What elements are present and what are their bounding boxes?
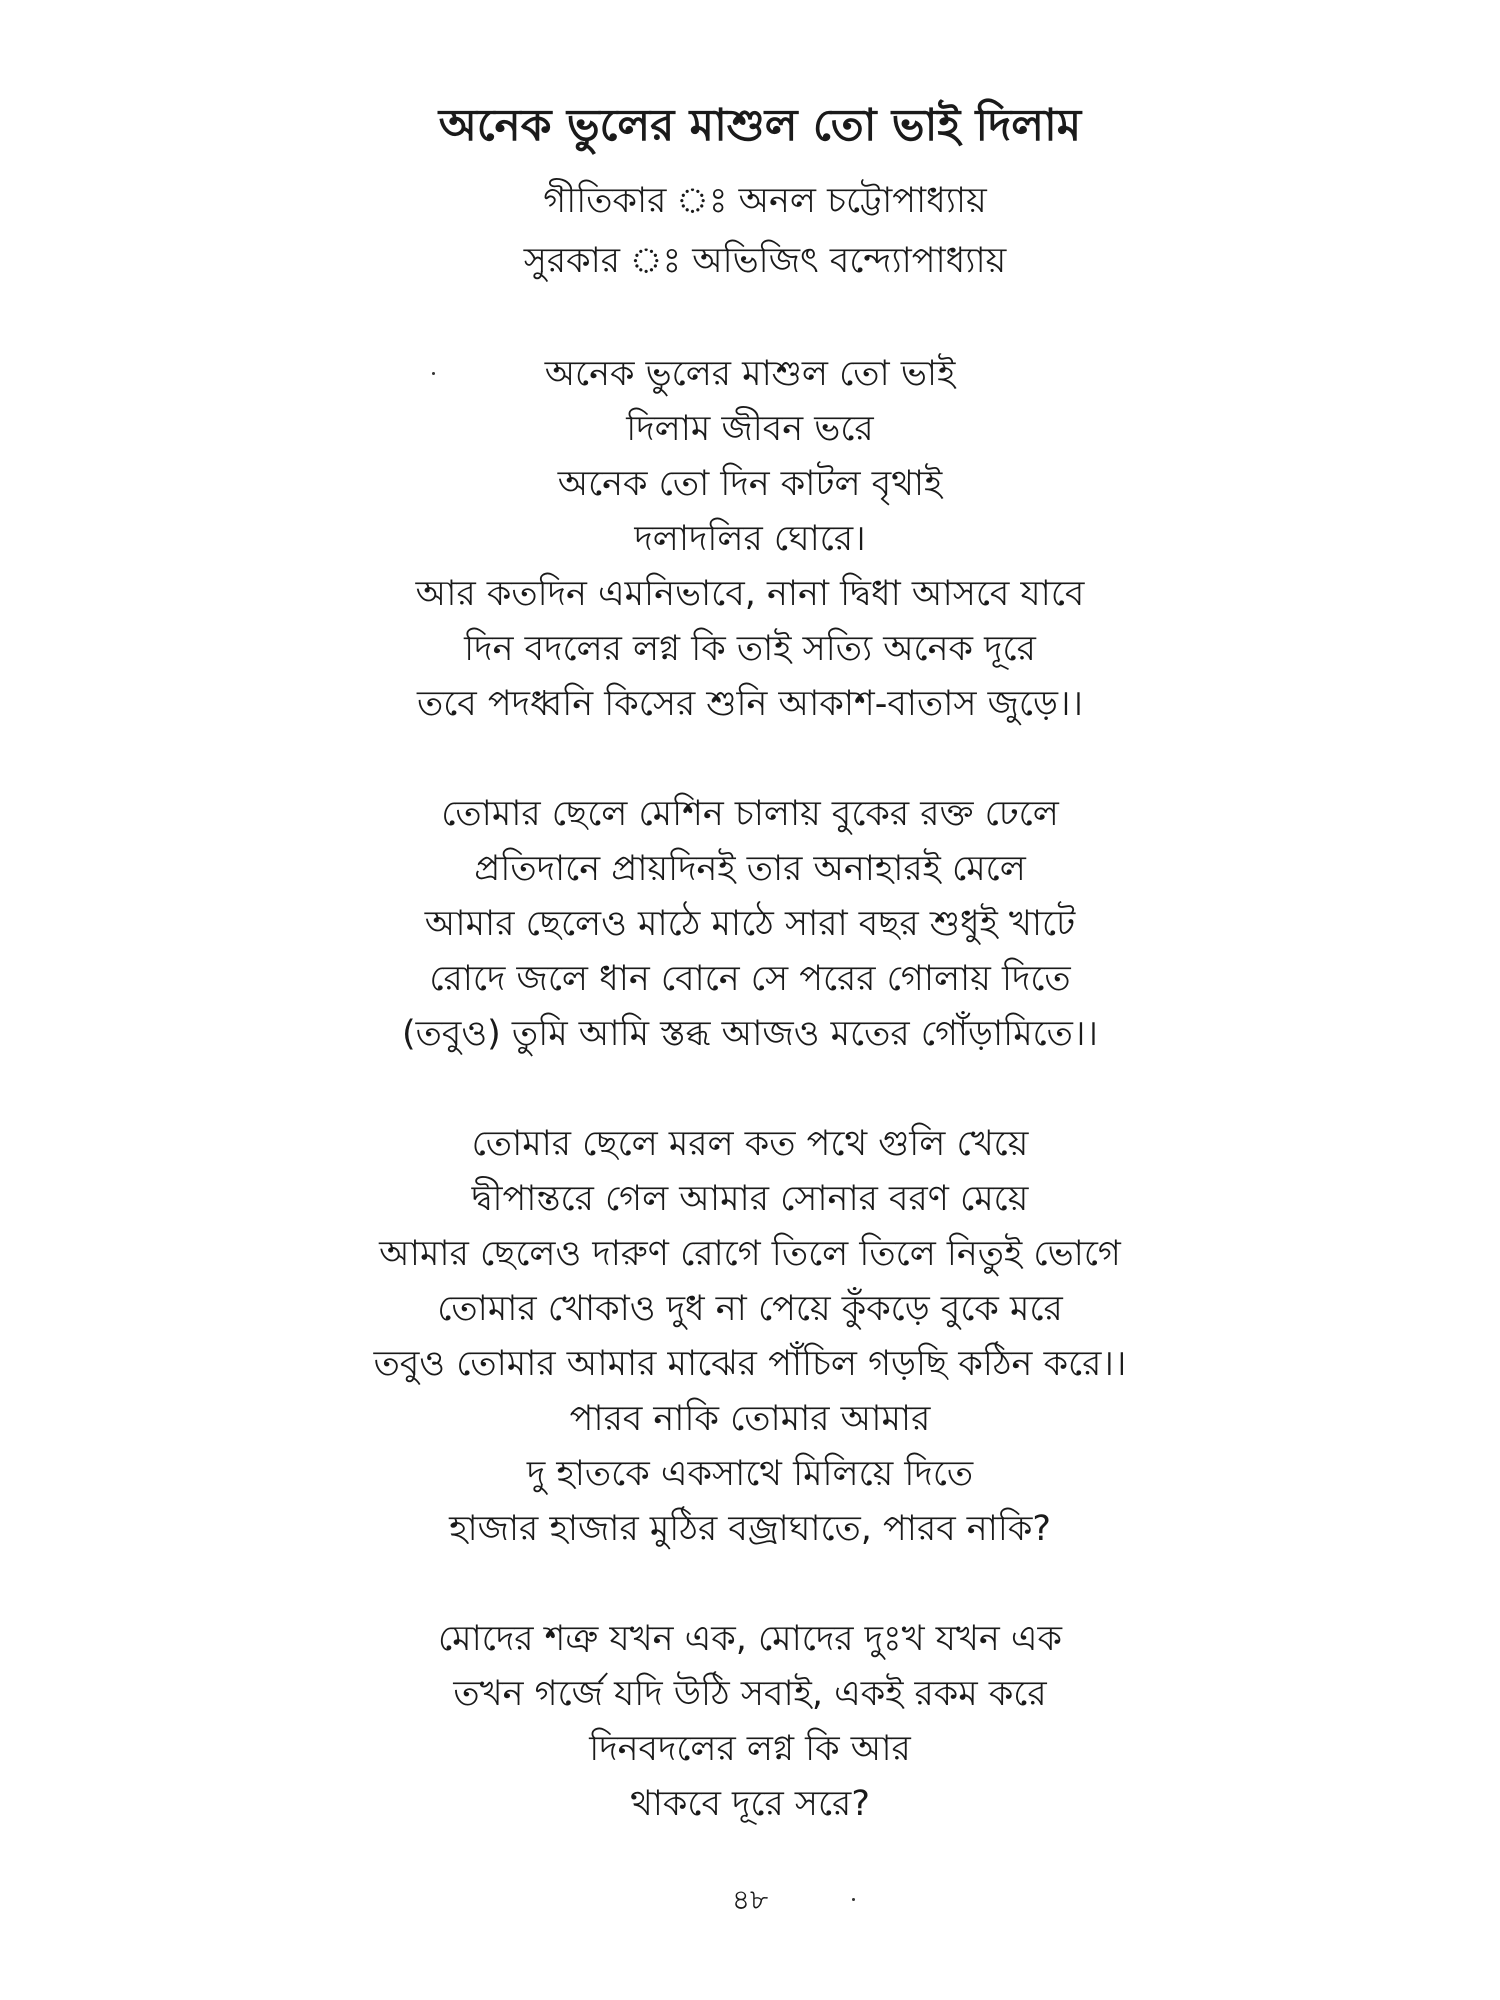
lyric-line: মোদের শত্রু যখন এক, মোদের দুঃখ যখন এক [437,1619,1063,1659]
lyric-line: তোমার ছেলে মরল কত পথে গুলি খেয়ে [471,1124,1029,1164]
lyric-line: দলাদলির ঘোরে। [634,519,866,559]
lyric-line: তবুও তোমার আমার মাঝের পাঁচিল গড়ছি কঠিন করে।। [373,1344,1127,1384]
lyric-line: তোমার খোকাও দুধ না পেয়ে কুঁকড়ে বুকে মরে [437,1289,1063,1329]
lyric-line: দিনবদলের লগ্ন কি আর [589,1729,911,1769]
lyric-line: তখন গর্জে যদি উঠি সবাই, একই রকম করে [453,1674,1047,1714]
lyric-line: (তবুও) তুমি আমি স্তব্ধ আজও মতের গোঁড়ামিতে।। [402,1014,1098,1054]
lyric-line: অনেক তো দিন কাটল বৃথাই [557,464,943,504]
lyricist-credit: গীতিকার ঃ অনল চট্টোপাধ্যায় [543,181,987,221]
song-title: অনেক ভুলের মাশুল তো ভাই দিলাম [438,100,1082,151]
lyric-line: থাকবে দূরে সরে? [630,1784,870,1824]
lyric-line: দু হাতকে একসাথে মিলিয়ে দিতে [526,1454,974,1494]
lyric-line: আর কতদিন এমনিভাবে, নানা দ্বিধা আসবে যাবে [415,574,1085,614]
lyric-line: প্রতিদানে প্রায়দিনই তার অনাহারই মেলে [474,849,1026,889]
lyric-line: হাজার হাজার মুঠির বজ্রাঘাতে, পারব নাকি? [449,1509,1051,1549]
lyric-line: দিলাম জীবন ভরে [626,409,874,449]
lyric-line: আমার ছেলেও মাঠে মাঠে সারা বছর শুধুই খাটে [424,904,1076,944]
page-number: ৪৮ [731,1883,769,1916]
lyric-line: দ্বীপান্তরে গেল আমার সোনার বরণ মেয়ে [471,1179,1029,1219]
composer-credit: সুরকার ঃ অভিজিৎ বন্দ্যোপাধ্যায় [523,241,1007,281]
lyric-line: তবে পদধ্বনি কিসের শুনি আকাশ-বাতাস জুড়ে।। [416,684,1084,724]
lyric-line: তোমার ছেলে মেশিন চালায় বুকের রক্ত ঢেলে [441,794,1059,834]
lyric-line: রোদে জলে ধান বোনে সে পরের গোলায় দিতে [429,959,1071,999]
lyric-line: আমার ছেলেও দারুণ রোগে তিলে তিলে নিতুই ভোগে [379,1234,1121,1274]
lyric-line: পারব নাকি তোমার আমার [569,1399,931,1439]
lyric-line: দিন বদলের লগ্ন কি তাই সত্যি অনেক দূরে [464,629,1036,669]
lyric-line: অনেক ভুলের মাশুল তো ভাই [544,354,956,394]
